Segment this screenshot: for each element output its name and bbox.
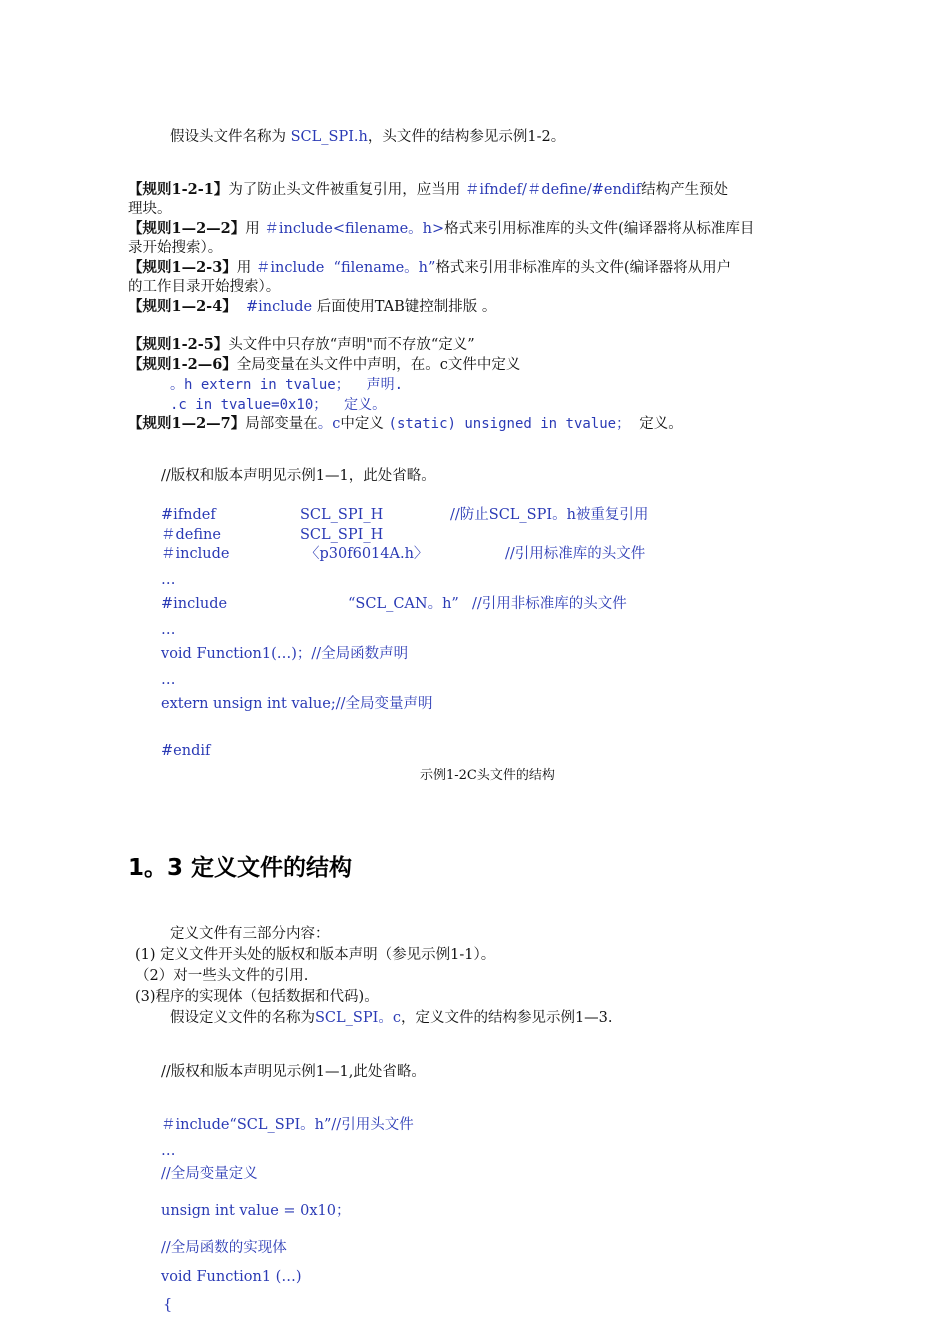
rule-1-2-1 (128, 181, 728, 199)
code-line: unsign int value = 0x10； (161, 1203, 351, 1219)
section-intro: 定义文件有三部分内容： (170, 926, 330, 942)
rule-1-2-1-cont: 理块。 (128, 201, 172, 217)
code-line: #include (161, 596, 228, 612)
assume-line (170, 1009, 613, 1027)
example-1-2-comment: //版权和版本声明见示例1—1，此处省略。 (161, 468, 436, 484)
code-line: ＃define (161, 527, 221, 543)
rule-text: 格式来引用非标准库的头文件(编译器将从用户 (435, 260, 732, 276)
rule-tag: 【规则1—2—7】 (128, 415, 246, 432)
code-line: ＃include“SCL_SPI。h”//引用头文件 (161, 1117, 414, 1133)
code-comment: //引用非标准库的头文件 (472, 596, 627, 612)
rule-code: #include (246, 299, 313, 315)
code-ellipsis: … (161, 622, 176, 638)
rule-tag: 【规则1—2-3】 (128, 259, 237, 276)
rule-text: 后面使用TAB键控制排版 。 (312, 299, 497, 315)
assume-filename: SCL_SPI。c (315, 1010, 401, 1026)
code-line: extern unsign int value;//全局变量声明 (161, 696, 433, 712)
rule-code: ＃include “filename。h” (255, 260, 436, 276)
code-comment: //全局变量定义 (161, 1166, 258, 1182)
rule-text: 结构产生预处 (641, 182, 729, 198)
rule-code: (static) unsigned in tvalue； (388, 416, 631, 432)
list-item: (1) 定义文件开头处的版权和版本声明（参见示例1-1）。 (135, 947, 496, 963)
code-ellipsis: … (161, 1143, 176, 1159)
rule-text: 用 (236, 260, 256, 276)
section-heading: 1。3 定义文件的结构 (128, 855, 353, 881)
rule-text: 定义。 (630, 416, 683, 432)
code-line: #endif (161, 743, 211, 759)
list-item: （2）对一些头文件的引用. (135, 968, 309, 984)
rule-code: ＃include<filename。h> (264, 221, 445, 237)
rule-1-2-7 (128, 415, 683, 433)
example-1-2-caption: 示例1-2C头文件的结构 (420, 768, 555, 783)
code-comment: //引用标准库的头文件 (505, 546, 646, 562)
assume-text: 假设定义文件的名称为 (170, 1010, 315, 1026)
rule-text: 局部变量在 (245, 416, 318, 432)
rule-code: ＃ifndef/＃define/#endif (464, 182, 642, 198)
code-line: SCL_SPI_H (300, 527, 384, 543)
code-line: SCL_SPI_H (300, 507, 384, 523)
rule-text: 中定义 (340, 416, 389, 432)
code-ellipsis: … (161, 572, 176, 588)
code-line: void Function1 (…) (161, 1269, 302, 1285)
intro-line (170, 128, 565, 146)
intro-text: 假设头文件名称为 (170, 129, 291, 145)
rule-text: 用 (245, 221, 265, 237)
rule-tag: 【规则1-2-5】 (128, 336, 229, 353)
code-line: ＃include (161, 546, 230, 562)
intro-filename: SCL_SPI.h (290, 129, 368, 145)
rule-text: 头文件中只存放“声明"而不存放“定义” (228, 337, 475, 353)
rule-1-2-6 (128, 356, 520, 374)
code-line: “SCL_CAN。h” (348, 596, 459, 612)
rule-1-2-5 (128, 336, 475, 354)
assume-text: ，定义文件的结构参见示例1—3. (400, 1010, 613, 1026)
code-brace: { (163, 1297, 173, 1313)
code-comment: //防止SCL_SPI。h被重复引用 (450, 507, 649, 523)
rule-1-2-3-cont: 的工作目录开始搜索）。 (128, 279, 281, 295)
code-line: void Function1(…)；//全局函数声明 (161, 646, 409, 662)
intro-suffix: ，头文件的结构参见示例1-2。 (367, 129, 566, 145)
rule-code: 。c (317, 416, 341, 432)
rule-text: 格式来引用标准库的头文件(编译器将从标准库目 (444, 221, 755, 237)
rule-tag: 【规则1—2-4】 (128, 298, 237, 315)
code-comment: //全局函数的实现体 (161, 1240, 287, 1256)
rule-1-2-4 (128, 298, 496, 316)
code-line: 〈p30f6014A.h〉 (305, 546, 429, 562)
rule-1-2-2 (128, 220, 754, 238)
code-ellipsis: … (161, 672, 176, 688)
list-item: (3)程序的实现体（包括数据和代码)。 (135, 989, 379, 1005)
rule-tag: 【规则1—2—2】 (128, 220, 246, 237)
rule-1-2-2-cont: 录开始搜索）。 (128, 240, 223, 256)
rule-text: 全局变量在头文件中声明，在。c文件中定义 (236, 357, 521, 373)
example-1-3-comment: //版权和版本声明见示例1—1,此处省略。 (161, 1064, 426, 1080)
rule-1-2-6-example-c: .c in tvalue=0x10； 定义。 (170, 397, 387, 413)
rule-text: 为了防止头文件被重复引用，应当用 (228, 182, 465, 198)
rule-1-2-3 (128, 259, 731, 277)
rule-1-2-6-example-h: 。h extern in tvalue； 声明. (170, 377, 404, 393)
rule-tag: 【规则1-2-1】 (128, 181, 229, 198)
code-line: #ifndef (161, 507, 216, 523)
rule-tag: 【规则1-2—6】 (128, 356, 237, 373)
